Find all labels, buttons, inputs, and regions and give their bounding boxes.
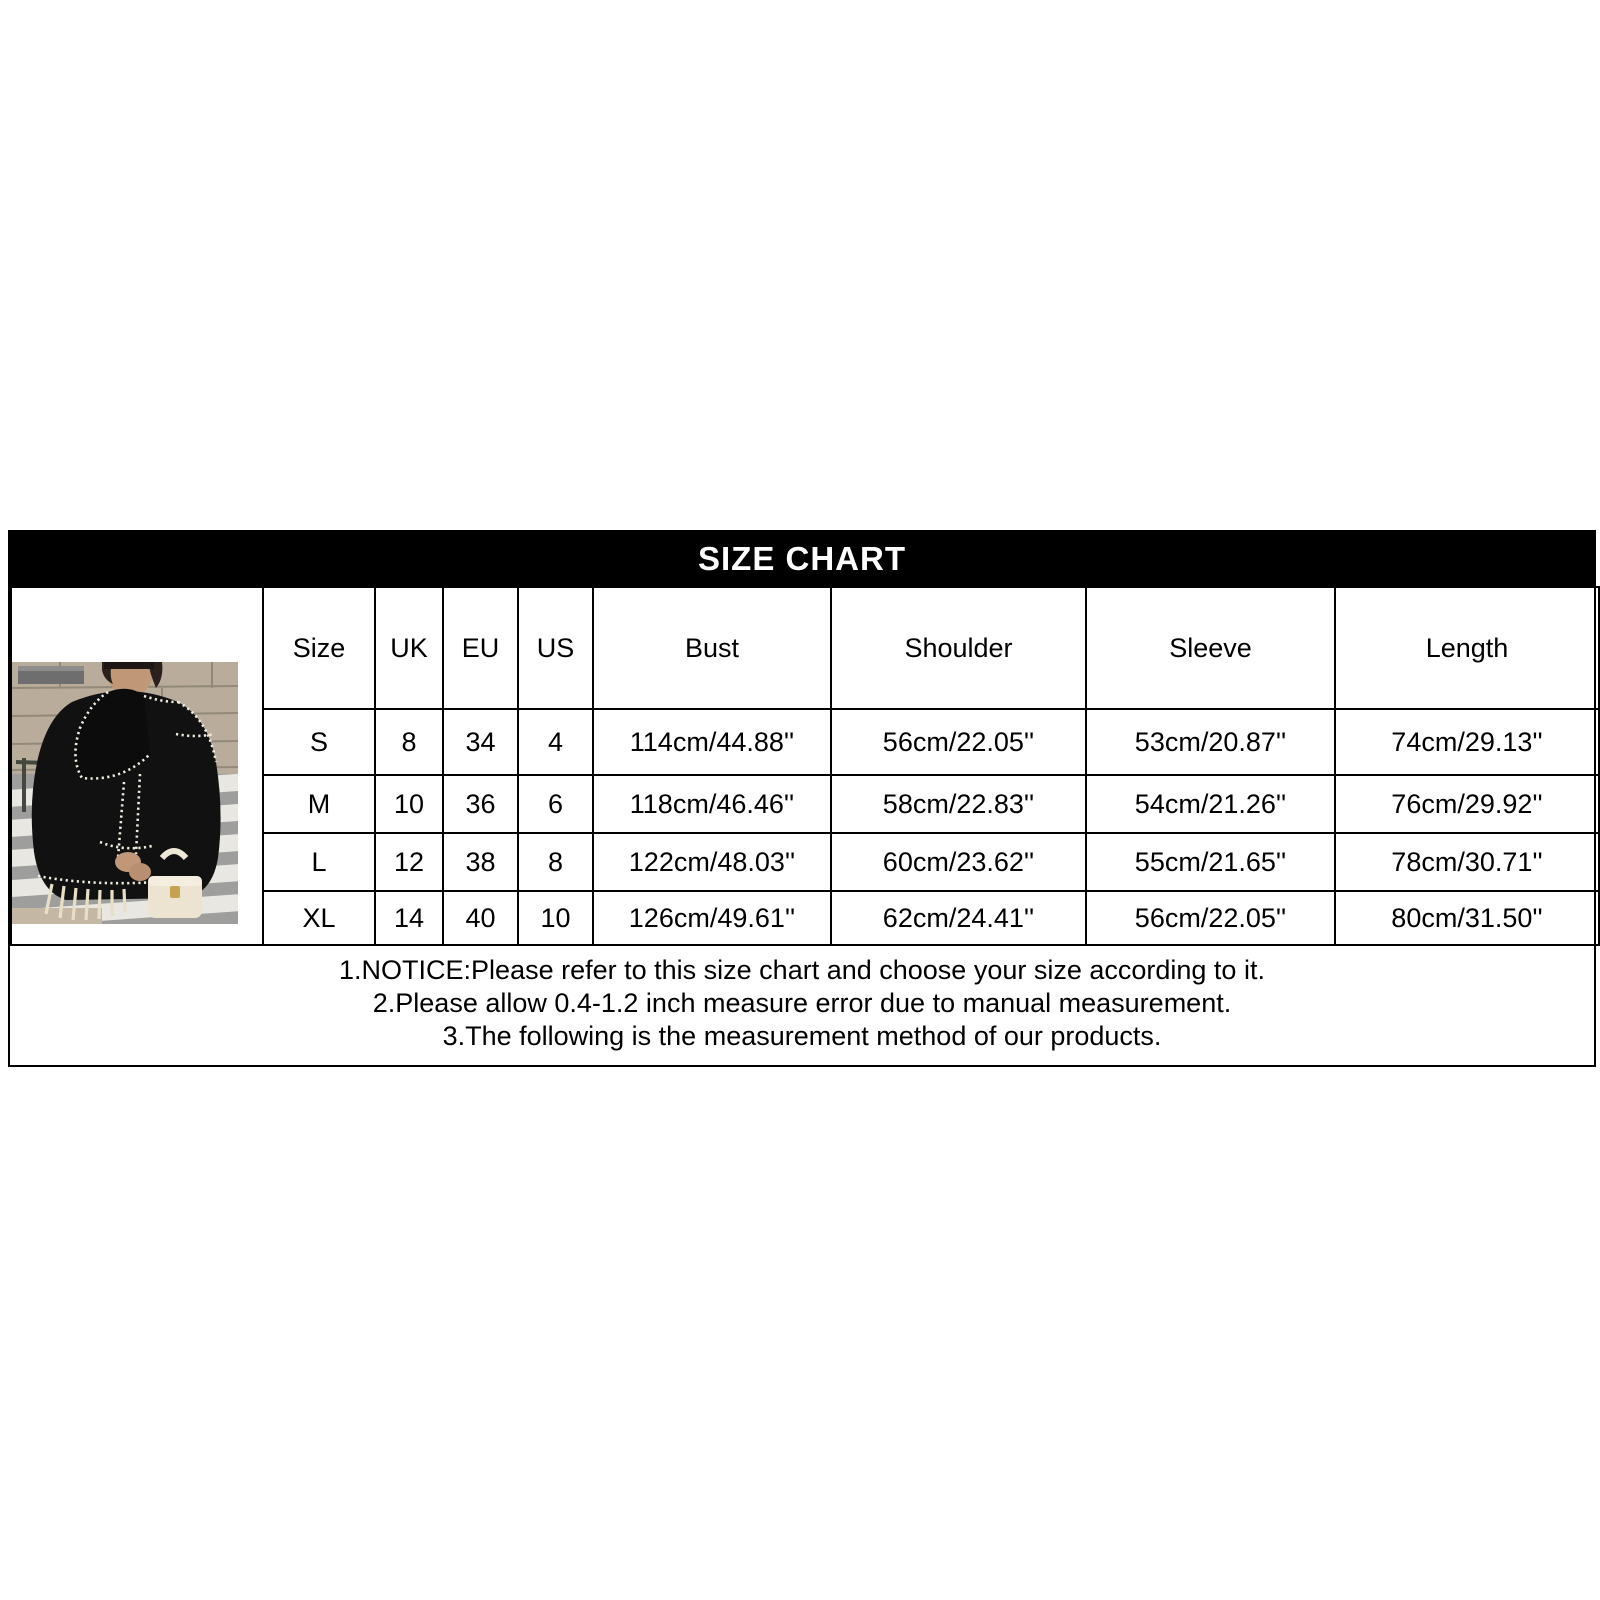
- cell-size: L: [263, 833, 375, 891]
- notice-section: [10, 946, 1594, 1065]
- cell-eu: 34: [443, 709, 518, 775]
- cell-size: XL: [263, 891, 375, 945]
- cell-us: 10: [518, 891, 593, 945]
- cell-shoulder: 56cm/22.05'': [831, 709, 1086, 775]
- col-header-bust: Bust: [593, 587, 831, 709]
- cell-us: 8: [518, 833, 593, 891]
- cell-shoulder: 58cm/22.83'': [831, 775, 1086, 833]
- cell-length: 76cm/29.92'': [1335, 775, 1599, 833]
- col-header-eu: EU: [443, 587, 518, 709]
- cell-us: 6: [518, 775, 593, 833]
- cell-uk: 10: [375, 775, 443, 833]
- cell-sleeve: 55cm/21.65'': [1086, 833, 1335, 891]
- cell-length: 74cm/29.13'': [1335, 709, 1599, 775]
- cell-bust: 126cm/49.61'': [593, 891, 831, 945]
- cell-bust: 118cm/46.46'': [593, 775, 831, 833]
- col-header-us: US: [518, 587, 593, 709]
- product-photo: [12, 662, 238, 924]
- cell-bust: 122cm/48.03'': [593, 833, 831, 891]
- size-chart-table: [10, 586, 1600, 946]
- cell-length: 80cm/31.50'': [1335, 891, 1599, 945]
- cell-uk: 14: [375, 891, 443, 945]
- size-chart-title: SIZE CHART: [10, 532, 1594, 586]
- cell-eu: 40: [443, 891, 518, 945]
- cell-size: S: [263, 709, 375, 775]
- cell-sleeve: 56cm/22.05'': [1086, 891, 1335, 945]
- cell-uk: 12: [375, 833, 443, 891]
- table-header-row: [11, 587, 1599, 709]
- col-header-shoulder: Shoulder: [831, 587, 1086, 709]
- cell-eu: 38: [443, 833, 518, 891]
- cell-bust: 114cm/44.88'': [593, 709, 831, 775]
- cell-sleeve: 54cm/21.26'': [1086, 775, 1335, 833]
- notice-line-1: 1.NOTICE:Please refer to this size chart and choose your size according to it.: [339, 955, 1265, 985]
- col-header-sleeve: Sleeve: [1086, 587, 1335, 709]
- cell-us: 4: [518, 709, 593, 775]
- col-header-uk: UK: [375, 587, 443, 709]
- notice-line-2: 2.Please allow 0.4-1.2 inch measure error due to manual measurement.: [372, 988, 1232, 1018]
- col-header-length: Length: [1335, 587, 1599, 709]
- cell-sleeve: 53cm/20.87'': [1086, 709, 1335, 775]
- size-chart-panel: [8, 530, 1596, 1067]
- col-header-size: Size: [263, 587, 375, 709]
- cell-size: M: [263, 775, 375, 833]
- cell-length: 78cm/30.71'': [1335, 833, 1599, 891]
- notice-line-3: 3.The following is the measurement method of our products.: [442, 1021, 1162, 1051]
- product-photo-cell: [11, 587, 263, 945]
- cell-shoulder: 60cm/23.62'': [831, 833, 1086, 891]
- cell-eu: 36: [443, 775, 518, 833]
- cell-shoulder: 62cm/24.41'': [831, 891, 1086, 945]
- cell-uk: 8: [375, 709, 443, 775]
